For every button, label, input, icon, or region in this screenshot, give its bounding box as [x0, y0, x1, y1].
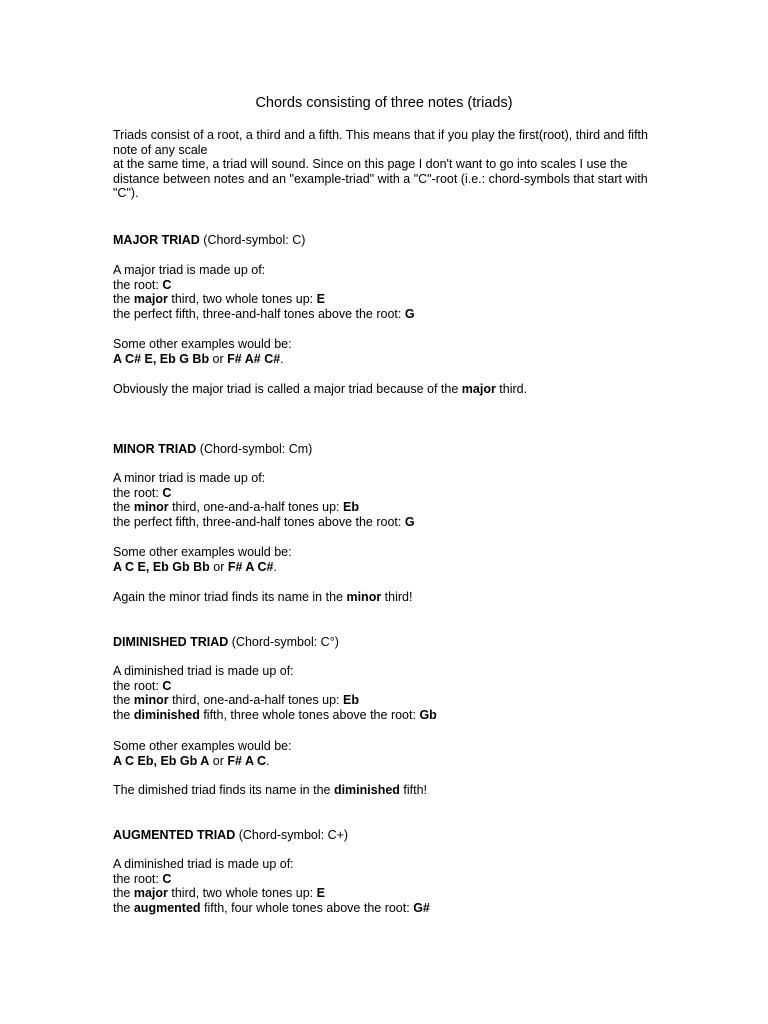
note: E [316, 292, 325, 306]
fifth-line: the perfect fifth, three-and-half tones above the root: G [113, 306, 415, 321]
examples-label: Some other examples would be: [113, 545, 292, 559]
note: C [162, 678, 172, 693]
third-line: the major third, two whole tones up: E [113, 292, 325, 306]
examples-line: A C E, Eb Gb Bb or F# A C#. [113, 559, 277, 574]
section-heading: DIMINISHED TRIAD [113, 635, 229, 649]
chord-symbol: (Chord-symbol: C) [199, 233, 306, 247]
note: E [316, 886, 325, 900]
intro-line: note of any scale [113, 142, 208, 157]
section-heading: MINOR TRIAD [113, 442, 197, 456]
root-line: the root: C [113, 277, 172, 292]
augmented-triad-definition [113, 857, 658, 915]
root-line: the root: C [113, 485, 172, 500]
third-line: the minor third, one-and-a-half tones up: Eb [113, 693, 359, 707]
diminished-triad-examples [113, 739, 658, 768]
note: Gb [419, 707, 437, 722]
chord-symbol: (Chord-symbol: C+) [235, 828, 349, 842]
section-heading: MAJOR TRIAD [113, 233, 200, 247]
note: Eb [343, 500, 359, 514]
major-triad-heading [113, 233, 658, 248]
intro-line: distance between notes and an "example-triad" with a "C"-root (i.e.: chord-symbols that start with [113, 171, 648, 186]
minor-triad-examples [113, 545, 658, 574]
examples-label: Some other examples would be: [113, 337, 292, 351]
section-heading: AUGMENTED TRIAD [113, 828, 236, 842]
diminished-triad-heading [113, 635, 658, 650]
made-up-label: A minor triad is made up of: [113, 471, 266, 485]
diminished-triad-definition [113, 664, 658, 722]
made-up-label: A diminished triad is made up of: [113, 664, 294, 678]
note: G# [413, 900, 430, 915]
examples-label: Some other examples would be: [113, 739, 292, 753]
note: C [162, 871, 172, 886]
fifth-line: the augmented fifth, four whole tones above the root: G# [113, 900, 430, 915]
root-line: the root: C [113, 678, 172, 693]
fifth-line: the diminished fifth, three whole tones above the root: Gb [113, 707, 437, 722]
examples-line: A C# E, Eb G Bb or F# A# C#. [113, 351, 284, 366]
major-triad-examples [113, 337, 658, 366]
intro-line: "C"). [113, 186, 139, 200]
minor-triad-heading [113, 442, 658, 457]
major-triad-definition [113, 263, 658, 321]
chord-symbol: (Chord-symbol: Cm) [196, 442, 313, 456]
diminished-triad-note: The dimished triad finds its name in the diminished fifth! [113, 783, 428, 797]
root-line: the root: C [113, 871, 172, 886]
page-title: Chords consisting of three notes (triads) [255, 95, 513, 111]
note: C [162, 485, 172, 500]
made-up-label: A major triad is made up of: [113, 263, 266, 277]
fifth-line: the perfect fifth, three-and-half tones above the root: G [113, 514, 415, 529]
chord-symbol: (Chord-symbol: C°) [228, 635, 339, 649]
third-line: the major third, two whole tones up: E [113, 886, 325, 900]
intro-line: at the same time, a triad will sound. Since on this page I don't want to go into scales I use the [113, 157, 628, 171]
augmented-triad-heading [113, 828, 658, 843]
major-triad-note: Obviously the major triad is called a major triad because of the major third. [113, 382, 528, 396]
minor-triad-note: Again the minor triad finds its name in the minor third! [113, 590, 413, 604]
minor-triad-definition [113, 471, 658, 529]
note: G [404, 514, 415, 529]
made-up-label: A diminished triad is made up of: [113, 857, 294, 871]
note: G [404, 306, 415, 321]
examples-line: A C Eb, Eb Gb A or F# A C. [113, 753, 270, 768]
intro-paragraph [113, 128, 658, 201]
intro-line: Triads consist of a root, a third and a fifth. This means that if you play the first(root), third and fifth [113, 128, 648, 142]
note: Eb [343, 693, 359, 707]
note: C [162, 277, 172, 292]
third-line: the minor third, one-and-a-half tones up: Eb [113, 500, 359, 514]
